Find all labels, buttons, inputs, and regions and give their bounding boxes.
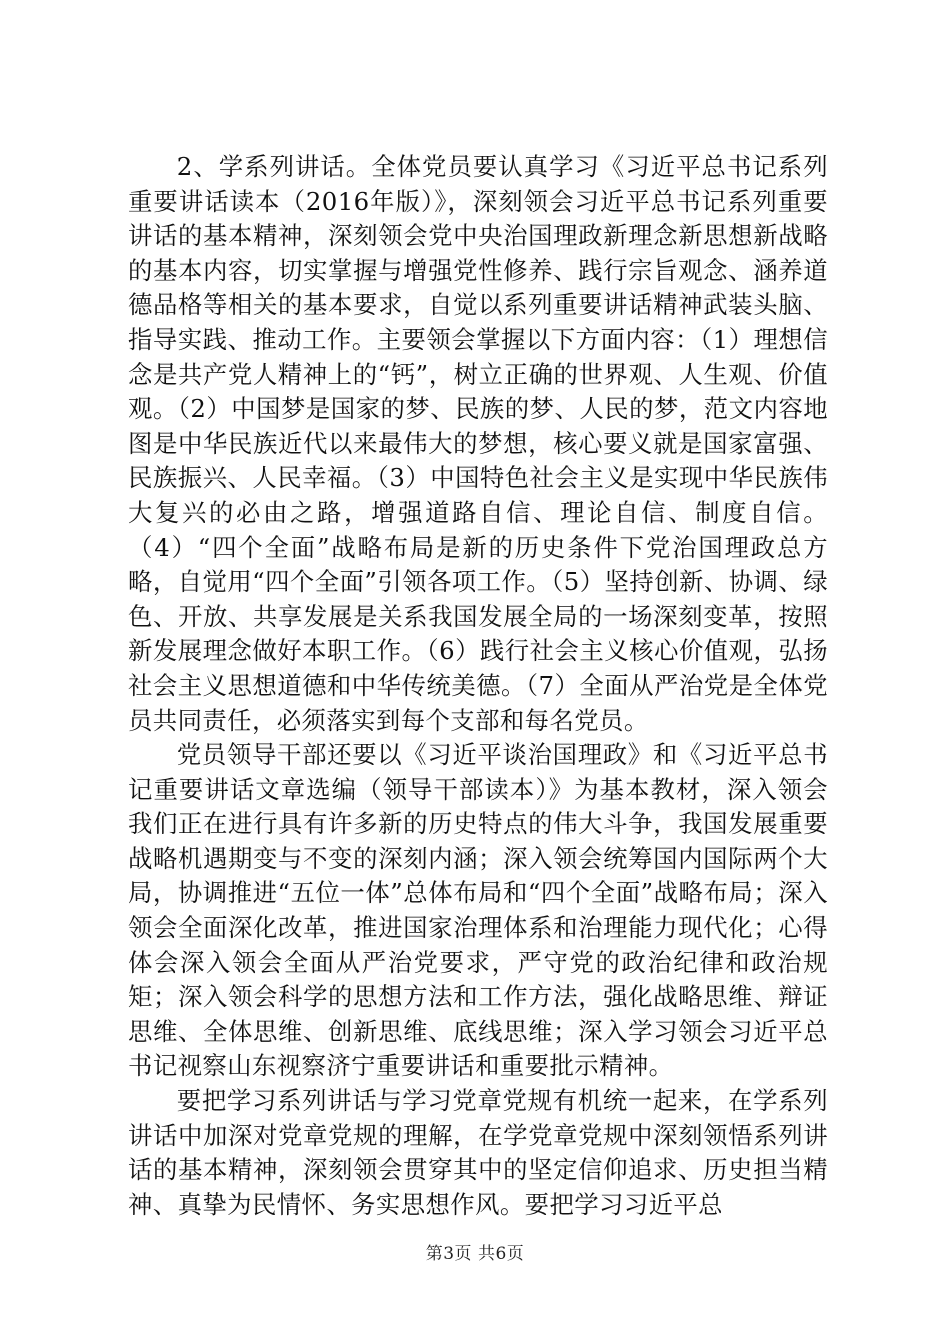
document-body [128,150,828,1222]
paragraph-study-speeches: 2、学系列讲话。全体党员要认真学习《习近平总书记系列重要讲话读本（2016年版）》，深刻领会习近平总书记系列重要讲话的基本精神，深刻领会党中央治国理政新理念新思想新战略的基本内容，切实掌握与增强党性修养、践行宗旨观念、涵养道德品格等相关的基本要求，自觉以系列重要讲话精神武装头脑、指导实践、推动工作。主要领会掌握以下方面内容：（1）理想信念是共产党人精神上的“钙”，树立正确的世界观、人生观、价值观。（2）中国梦是国家的梦、民族的梦、人民的梦，范文内容地图是中华民族近代以来最伟大的梦想，核心要义就是国家富强、民族振兴、人民幸福。（3）中国特色社会主义是实现中华民族伟大复兴的必由之路，增强道路自信、理论自信、制度自信。（4）“四个全面”战略布局是新的历史条件下党治国理政总方略，自觉用“四个全面”引领各项工作。（5）坚持创新、协调、绿色、开放、共享发展是关系我国发展全局的一场深刻变革，按照新发展理念做好本职工作。（6）践行社会主义核心价值观，弘扬社会主义思想道德和中华传统美德。（7）全面从严治党是全体党员共同责任，必须落实到每个支部和每名党员。 [128,152,828,735]
paragraph-party-constitution: 要把学习系列讲话与学习党章党规有机统一起来，在学系列讲话中加深对党章党规的理解，在学党章党规中深刻领悟系列讲话的基本精神，深刻领会贯穿其中的坚定信仰追求、历史担当精神、真挚为民情怀、务实思想作风。要把学习习近平总 [128,1086,828,1219]
page-number-footer: 第3页 共6页 [425,1244,525,1264]
paragraph-leading-cadres: 党员领导干部还要以《习近平谈治国理政》和《习近平总书记重要讲话文章选编（领导干部读本）》为基本教材，深入领会我们正在进行具有许多新的历史特点的伟大斗争，我国发展重要战略机遇期变与不变的深刻内涵；深入领会统筹国内国际两个大局，协调推进“五位一体”总体布局和“四个全面”战略布局；深入领会全面深化改革，推进国家治理体系和治理能力现代化；心得体会深入领会全面从严治党要求，严守党的政治纪律和政治规矩；深入领会科学的思想方法和工作方法，强化战略思维、辩证思维、全体思维、创新思维、底线思维；深入学习领会习近平总书记视察山东视察济宁重要讲话和重要批示精神。 [128,740,828,1081]
